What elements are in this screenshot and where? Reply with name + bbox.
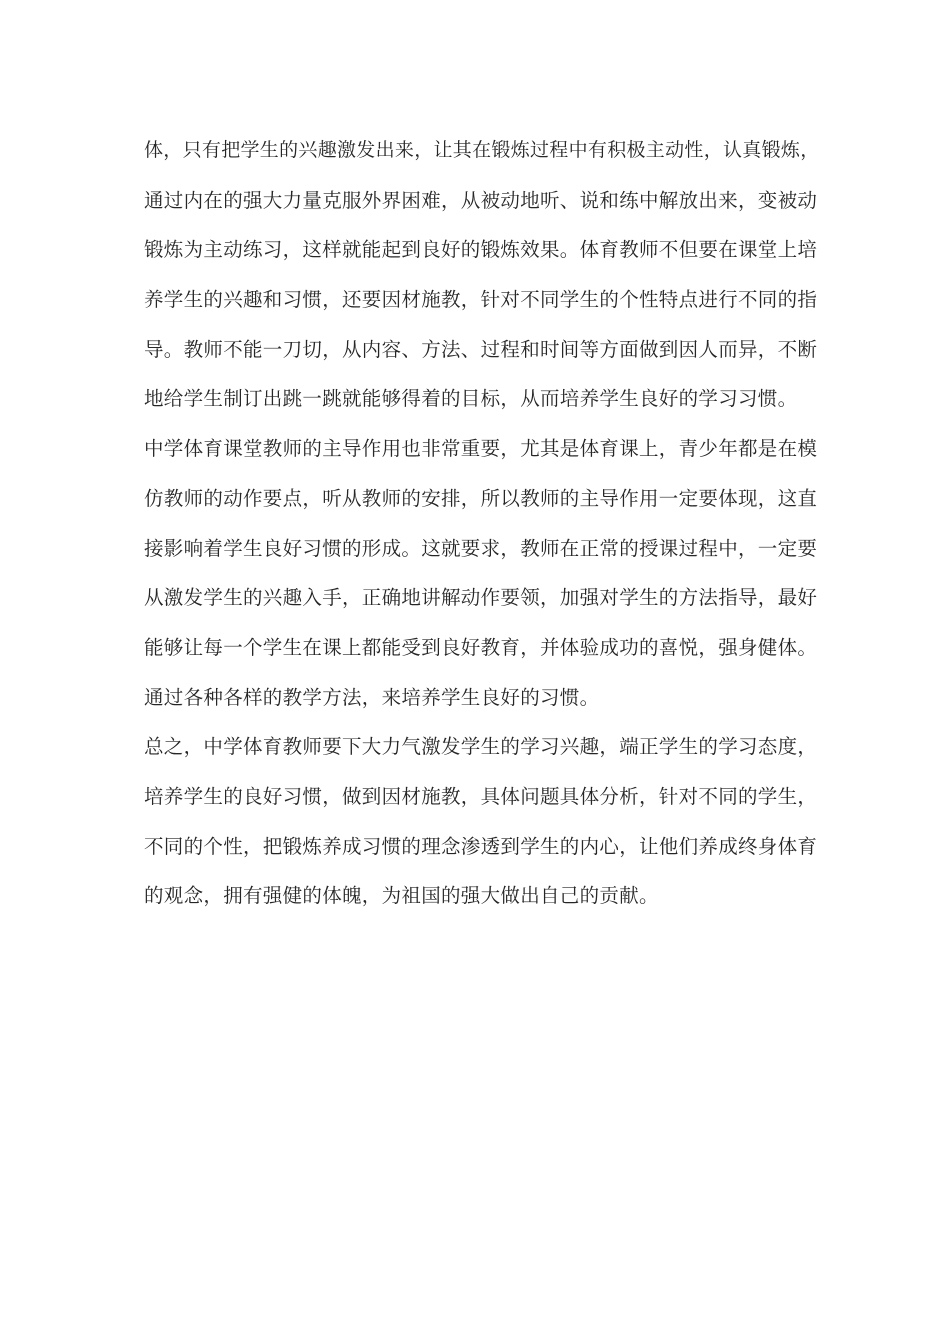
text-line: 总之，中学体育教师要下大力气激发学生的学习兴趣，端正学生的学习态度，	[144, 735, 818, 759]
text-line: 体，只有把学生的兴趣激发出来，让其在锻炼过程中有积极主动性，认真锻炼，	[144, 139, 820, 161]
text-line: 养学生的兴趣和习惯，还要因材施教，针对不同学生的个性特点进行不同的指	[144, 288, 818, 312]
text-line: 通过各种各样的教学方法，来培养学生良好的习惯。	[144, 685, 600, 709]
text-line: 接影响着学生良好习惯的形成。这就要求，教师在正常的授课过程中，一定要	[144, 536, 818, 560]
text-line: 不同的个性，把锻炼养成习惯的理念渗透到学生的内心，让他们养成终身体育	[144, 834, 818, 858]
text-line: 培养学生的良好习惯，做到因材施教，具体问题具体分析，针对不同的学生，	[144, 784, 818, 808]
text-line: 通过内在的强大力量克服外界困难，从被动地听、说和练中解放出来，变被动	[144, 188, 818, 212]
body-text	[144, 126, 820, 921]
text-line: 从激发学生的兴趣入手，正确地讲解动作要领，加强对学生的方法指导，最好	[144, 586, 818, 610]
text-line: 锻炼为主动练习，这样就能起到良好的锻炼效果。体育教师不但要在课堂上培	[144, 238, 818, 262]
text-line: 地给学生制订出跳一跳就能够得着的目标，从而培养学生良好的学习习惯。	[144, 387, 798, 411]
text-line: 能够让每一个学生在课上都能受到良好教育，并体验成功的喜悦，强身健体。	[144, 635, 818, 659]
text-line: 中学体育课堂教师的主导作用也非常重要，尤其是体育课上，青少年都是在模	[144, 437, 818, 461]
text-line: 的观念，拥有强健的体魄，为祖国的强大做出自己的贡献。	[144, 884, 659, 908]
text-line: 导。教师不能一刀切，从内容、方法、过程和时间等方面做到因人而异，不断	[144, 337, 818, 361]
text-line: 仿教师的动作要点，听从教师的安排，所以教师的主导作用一定要体现，这直	[144, 486, 818, 510]
